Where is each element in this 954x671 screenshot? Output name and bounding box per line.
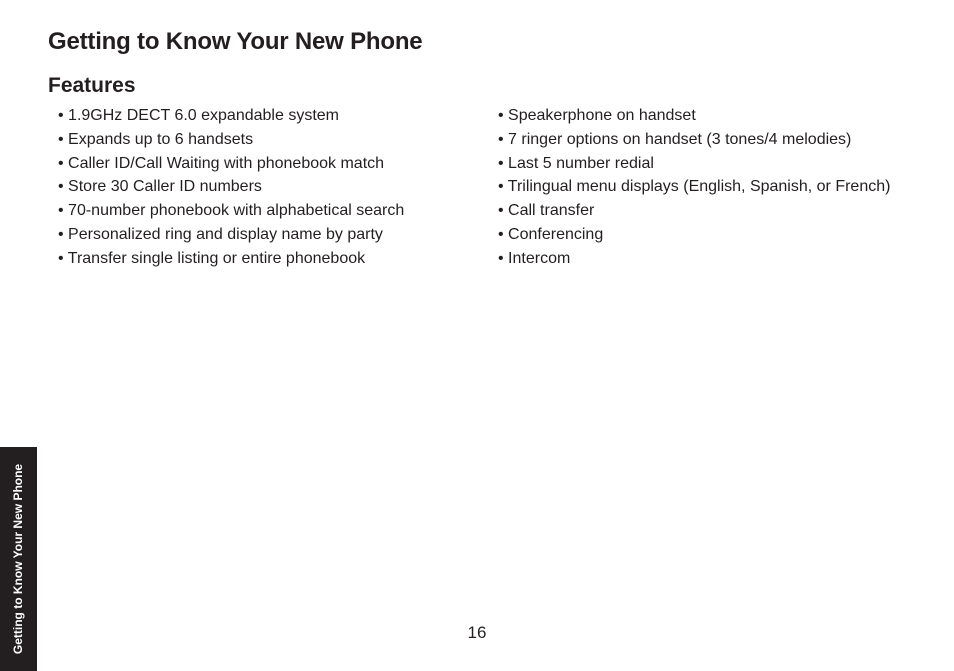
list-item: • Expands up to 6 handsets [58, 130, 254, 148]
page-title: Getting to Know Your New Phone [48, 28, 423, 55]
list-item: • Call transfer [498, 202, 595, 220]
list-item: • Speakerphone on handset [498, 107, 696, 124]
feature-list-right [498, 104, 890, 271]
feature-list-left [58, 104, 404, 271]
list-item: • 70-number phonebook with alphabetical search [58, 202, 405, 220]
list-item: • Personalized ring and display name by party [58, 225, 383, 243]
section-side-tab [0, 447, 37, 671]
list-item: • Store 30 Caller ID numbers [58, 178, 262, 196]
page-number: 16 [467, 623, 487, 642]
list-item: • 7 ringer options on handset (3 tones/4 melodies) [498, 130, 852, 148]
side-tab-label: Getting to Know Your New Phone [11, 463, 25, 655]
list-item: • Last 5 number redial [498, 154, 654, 172]
list-item: • 1.9GHz DECT 6.0 expandable system [58, 107, 339, 124]
list-item: • Intercom [498, 249, 571, 267]
list-item: • Trilingual menu displays (English, Spanish, or French) [498, 178, 891, 196]
section-heading-features: Features [48, 74, 136, 97]
list-item: • Transfer single listing or entire phonebook [58, 249, 366, 267]
list-item: • Caller ID/Call Waiting with phonebook match [58, 154, 385, 172]
list-item: • Conferencing [498, 225, 604, 243]
